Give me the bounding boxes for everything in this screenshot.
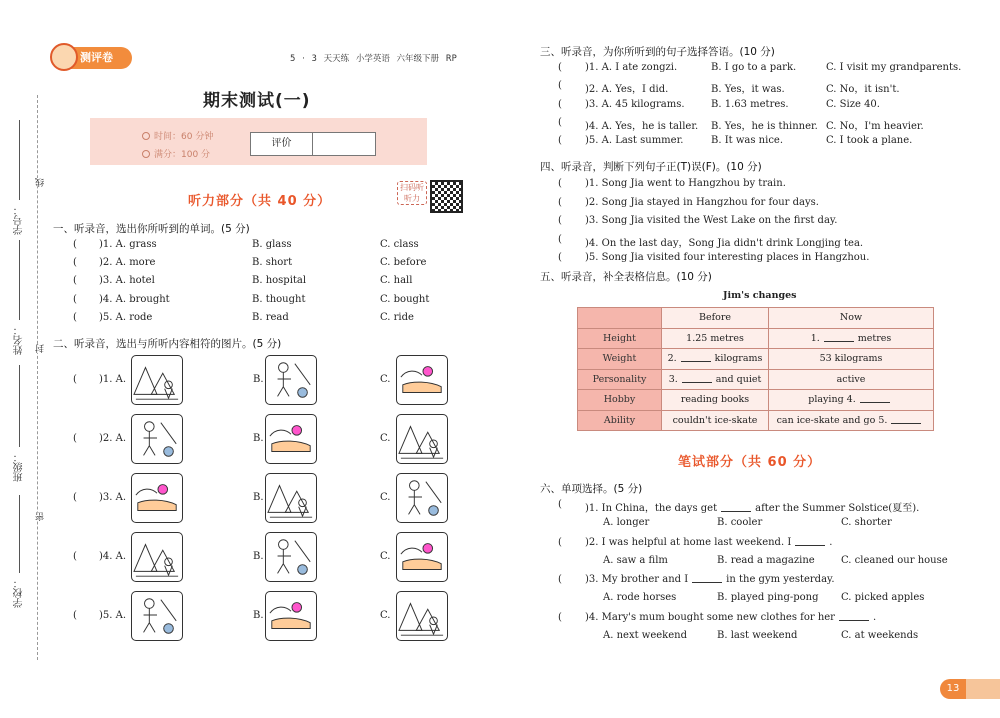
time-info: 时间：60 分钟: [142, 129, 213, 142]
cut-mark-dense: 密: [36, 512, 46, 521]
q6-question: [0, 574, 1000, 588]
cell-prefix: 3.: [668, 373, 678, 385]
cell-text: active: [836, 373, 866, 385]
answer-paren[interactable]: (: [558, 196, 562, 208]
option-b: B. It was nice.: [711, 135, 784, 147]
q6-options: [0, 592, 1000, 606]
student-name-label: 姓名：: [14, 325, 25, 355]
option-b: B.: [253, 374, 264, 385]
q6-options: [0, 555, 1000, 569]
student-number-label: 学号：: [14, 205, 25, 235]
q3-item: [0, 135, 1000, 149]
table-row: [578, 390, 934, 411]
option-c: C. picked apples: [841, 592, 925, 603]
answer-paren[interactable]: (: [73, 374, 77, 385]
fill-blank[interactable]: [860, 394, 890, 403]
answer-paren[interactable]: (: [558, 178, 562, 189]
answer-paren[interactable]: (: [73, 275, 77, 287]
cut-mark-seal: 封: [36, 344, 46, 353]
q3-item: [0, 117, 1000, 131]
q3-item: [0, 99, 1000, 113]
q1-item: [0, 275, 470, 289]
option-b: B. read: [252, 311, 289, 323]
table-cell: [662, 390, 769, 411]
answer-paren[interactable]: (: [558, 499, 562, 510]
answer-paren[interactable]: (: [73, 433, 77, 444]
q4-item: [0, 234, 1000, 248]
school-label: 学校：: [14, 578, 25, 608]
fill-blank[interactable]: [721, 503, 751, 512]
option-c: C. No，I'm heavier.: [826, 120, 924, 132]
question-stem: )2. I was helpful at home last weekend. I: [585, 536, 792, 548]
option-a: )5. A. rode: [99, 311, 153, 323]
option-a: )2. A. Yes，I did.: [585, 84, 669, 96]
option-b: B.: [253, 610, 264, 621]
option-a: )5. A. Last summer.: [585, 135, 684, 147]
option-a: )4. A.: [99, 551, 127, 562]
option-a: )1. A. I ate zongzi.: [585, 62, 678, 73]
option-a: )4. A. Yes，he is taller.: [585, 120, 699, 132]
option-c: C. cleaned our house: [841, 554, 948, 566]
option-a: )3. A.: [99, 492, 127, 503]
fill-blank[interactable]: [682, 374, 712, 383]
answer-paren[interactable]: (: [558, 80, 562, 92]
picture-option[interactable]: [265, 355, 317, 405]
cell-prefix: 1.: [810, 332, 820, 344]
option-b: B. 1.63 metres.: [711, 98, 789, 110]
answer-paren[interactable]: (: [558, 252, 562, 263]
picture-option[interactable]: [265, 414, 317, 464]
picture-option[interactable]: [131, 473, 183, 523]
option-b: B. cooler: [717, 517, 763, 528]
statement: )2. Song Jia stayed in Hangzhou for four days.: [585, 196, 819, 208]
q4-item: [0, 197, 1000, 211]
answer-paren[interactable]: (: [73, 239, 77, 250]
q6-options: [0, 630, 1000, 644]
table-header-cell: Before: [662, 308, 769, 329]
question-stem: )3. My brother and I: [585, 574, 689, 585]
option-a: )1. A. grass: [99, 239, 157, 250]
question-tail: after the Summer Solstice(夏至).: [755, 503, 920, 514]
statement: )3. Song Jia visited the West Lake on the first day.: [585, 215, 838, 226]
table-row: [578, 369, 934, 390]
table-row: [578, 410, 934, 431]
q3-item: [0, 62, 1000, 76]
option-a: )5. A.: [99, 610, 127, 621]
q6-question: [0, 537, 1000, 551]
answer-paren[interactable]: (: [558, 98, 562, 110]
option-a: A. next weekend: [603, 629, 687, 641]
option-c: C. bought: [380, 293, 430, 305]
page-number: 13: [940, 679, 966, 699]
option-c: C. I took a plane.: [826, 135, 913, 147]
answer-paren[interactable]: (: [73, 311, 77, 323]
cell-prefix: 2.: [667, 353, 677, 365]
table-cell: [662, 349, 769, 370]
cell-text: and quiet: [715, 373, 762, 385]
statement: )1. Song Jia went to Hangzhou by train.: [585, 178, 786, 189]
table-header-row: [578, 308, 934, 329]
question-text: [585, 499, 919, 514]
question-tail: in the gym yesterday.: [726, 574, 835, 585]
answer-paren[interactable]: (: [73, 551, 77, 562]
row-label: Ability: [578, 410, 662, 431]
test-badge: 测评卷: [52, 47, 132, 69]
answer-paren[interactable]: (: [73, 492, 77, 503]
book-header: 5 · 3 天天练 小学英语 六年级下册 RP: [290, 54, 457, 64]
table-cell: [769, 328, 934, 349]
cell-text: kilograms: [714, 353, 763, 365]
option-c: C. before: [380, 257, 427, 269]
option-c: C. shorter: [841, 517, 892, 528]
table-header-cell: Now: [769, 308, 934, 329]
answer-paren[interactable]: (: [73, 610, 77, 621]
fill-blank[interactable]: [891, 415, 921, 424]
fill-blank[interactable]: [681, 353, 711, 362]
scan-label: 扫码听听力: [397, 181, 427, 205]
q4-item: [0, 252, 1000, 269]
option-a: A. longer: [603, 517, 650, 528]
cell-text: metres: [857, 332, 892, 344]
option-b: B. Yes，it was.: [711, 84, 785, 96]
option-b: B. last weekend: [717, 629, 798, 641]
option-a: )2. A. more: [99, 257, 156, 269]
cell-prefix: playing 4.: [808, 394, 856, 406]
answer-paren[interactable]: (: [73, 293, 77, 305]
option-b: B. glass: [252, 239, 292, 250]
table-title: Jim's changes: [723, 290, 797, 301]
cell-text: 1.25 metres: [686, 332, 744, 344]
option-b: B.: [253, 433, 264, 444]
q2-title: 二、听录音，选出与所听内容相符的图片。(5 分): [53, 338, 282, 350]
listening-section-title: 听力部分（共 40 分）: [188, 194, 332, 209]
answer-paren[interactable]: (: [73, 257, 77, 269]
question-tail: .: [829, 536, 833, 548]
cell-text: reading books: [680, 394, 750, 406]
table-row: [578, 349, 934, 370]
option-b: B.: [253, 492, 264, 503]
option-c: C.: [380, 433, 391, 444]
table-cell: [769, 390, 934, 411]
fill-blank[interactable]: [824, 333, 854, 342]
picture-option[interactable]: [265, 473, 317, 523]
option-c: C.: [380, 610, 391, 621]
class-label: 班级：: [14, 452, 25, 482]
q3-title: 三、听录音，为你所听到的句子选择答语。(10 分): [540, 46, 775, 58]
question-text: [585, 537, 832, 548]
picture-option[interactable]: [396, 414, 448, 464]
evaluation-label: 评价: [251, 133, 313, 155]
table-cell: [662, 410, 769, 431]
fill-blank[interactable]: [795, 537, 825, 546]
fill-blank[interactable]: [839, 612, 869, 621]
row-label: Personality: [578, 369, 662, 390]
table-row: [578, 328, 934, 349]
q5-title: 五、听录音，补全表格信息。(10 分): [540, 271, 712, 283]
q4-item: [0, 178, 1000, 192]
question-stem: )4. Mary's mum bought some new clothes for her: [585, 611, 835, 623]
q4-title: 四、听录音，判断下列句子正(T)误(F)。(10 分): [540, 161, 762, 173]
answer-paren[interactable]: (: [558, 536, 562, 548]
answer-paren[interactable]: (: [558, 574, 562, 585]
option-c: C. hall: [380, 275, 413, 287]
table-header-cell: [578, 308, 662, 329]
option-c: C. ride: [380, 311, 414, 323]
option-c: C.: [380, 551, 391, 562]
question-tail: .: [872, 611, 877, 623]
answer-paren[interactable]: (: [558, 233, 562, 245]
option-a: )3. A. 45 kilograms.: [585, 98, 685, 110]
option-b: B. read a magazine: [717, 554, 815, 566]
option-a: A. saw a film: [603, 554, 668, 566]
answer-paren[interactable]: (: [558, 611, 562, 623]
option-c: C. Size 40.: [826, 98, 880, 110]
statement: )4. On the last day，Song Jia didn't drink Longjing tea.: [585, 237, 864, 249]
option-a: )3. A. hotel: [99, 275, 155, 287]
option-a: A. rode horses: [603, 592, 677, 603]
q6-question: [0, 499, 1000, 513]
answer-paren[interactable]: (: [558, 62, 562, 73]
question-text: [585, 612, 876, 623]
table-cell: [769, 410, 934, 431]
picture-option[interactable]: [396, 355, 448, 405]
score-info: 满分：100 分: [142, 147, 210, 160]
page-strip: [960, 679, 1000, 699]
option-c: C. I visit my grandparents.: [826, 62, 962, 73]
cut-mark-line: 线: [36, 178, 46, 187]
question-text: [585, 574, 835, 585]
picture-option[interactable]: [131, 414, 183, 464]
q4-item: [0, 215, 1000, 229]
answer-paren[interactable]: (: [558, 116, 562, 128]
row-label: Weight: [578, 349, 662, 370]
table-cell: [662, 369, 769, 390]
page-title: 期末测试(一): [203, 91, 311, 111]
fill-blank[interactable]: [692, 574, 722, 583]
table-cell: [769, 349, 934, 370]
option-a: )1. A.: [99, 374, 127, 385]
row-label: Hobby: [578, 390, 662, 411]
option-c: C. at weekends: [841, 629, 919, 641]
q1-title: 一、听录音，选出你所听到的单词。(5 分): [53, 223, 250, 235]
option-b: B. played ping-pong: [717, 592, 819, 603]
option-b: B. hospital: [252, 275, 307, 287]
row-label: Height: [578, 328, 662, 349]
question-stem: )1. In China，the days get: [585, 503, 718, 514]
option-c: C.: [380, 492, 391, 503]
option-b: B. thought: [252, 293, 306, 305]
picture-option[interactable]: [396, 473, 448, 523]
table-cell: [769, 369, 934, 390]
q3-item: [0, 80, 1000, 94]
statement: )5. Song Jia visited four interesting places in Hangzhou.: [585, 252, 870, 263]
option-b: B. Yes，he is thinner.: [711, 120, 818, 132]
cell-text: 53 kilograms: [819, 353, 883, 365]
writing-section-title: 笔试部分（共 60 分）: [678, 455, 822, 470]
cell-text: couldn't ice-skate: [672, 414, 758, 426]
q1-item: [0, 312, 470, 326]
cell-prefix: can ice-skate and go 5.: [776, 414, 888, 426]
q1-item: [0, 294, 470, 308]
q6-title: 六、单项选择。(5 分): [540, 483, 643, 495]
check-icon: [142, 150, 150, 158]
q6-question: [0, 612, 1000, 626]
option-c: C.: [380, 374, 391, 385]
option-a: )4. A. brought: [99, 293, 170, 305]
answer-paren[interactable]: (: [558, 135, 562, 147]
changes-table: [577, 307, 934, 431]
option-b: B. short: [252, 257, 293, 269]
picture-option[interactable]: [131, 355, 183, 405]
answer-paren[interactable]: (: [558, 215, 562, 226]
option-a: )2. A.: [99, 433, 127, 444]
option-c: C. No，it isn't.: [826, 84, 900, 96]
table-cell: [662, 328, 769, 349]
option-c: C. class: [380, 239, 419, 250]
option-b: B.: [253, 551, 264, 562]
option-b: B. I go to a park.: [711, 62, 797, 73]
q6-options: [0, 517, 1000, 531]
